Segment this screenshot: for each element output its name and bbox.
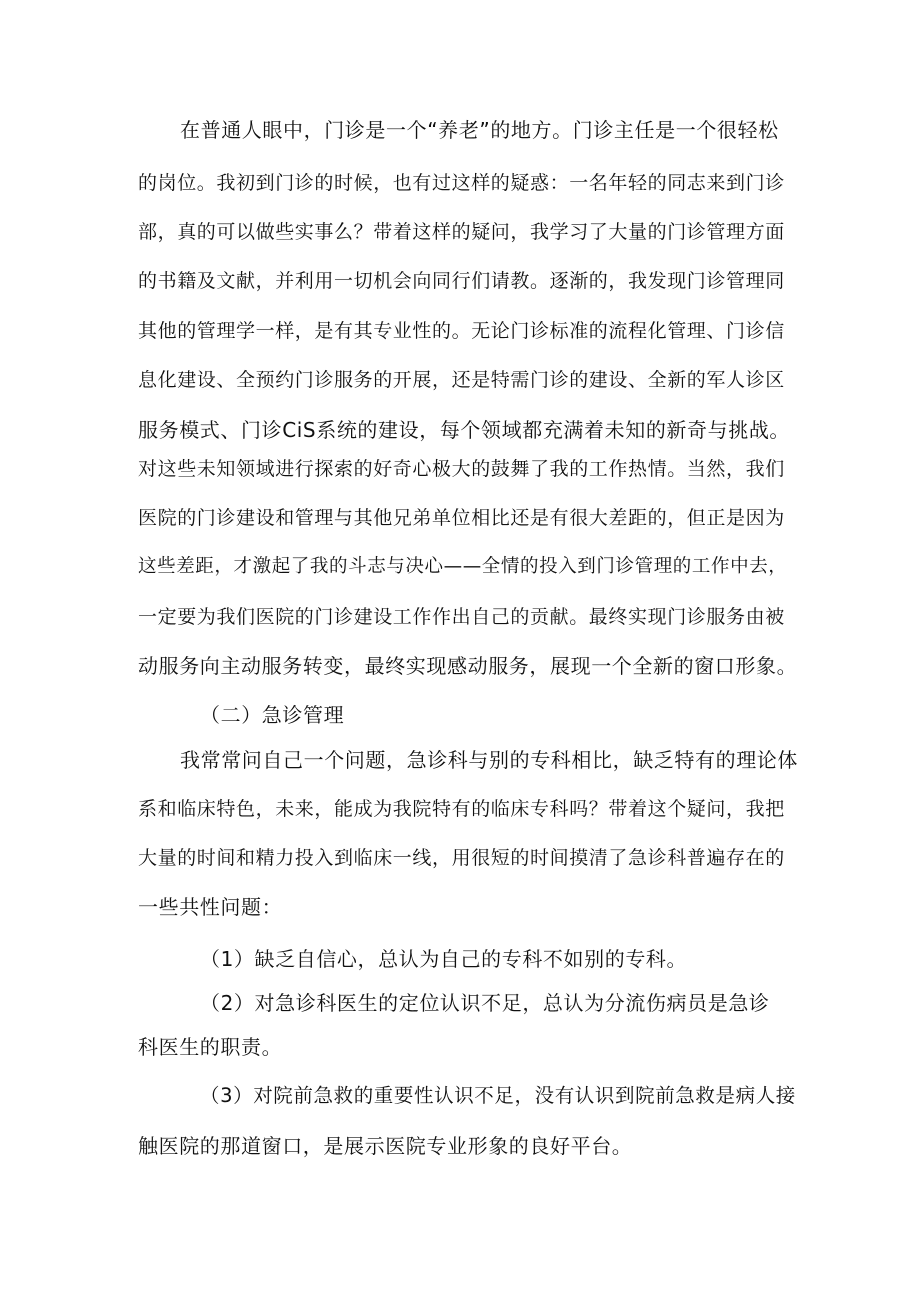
text-line: 这些差距，才激起了我的斗志与决心——全情的投入到门诊管理的工作中去， — [138, 556, 788, 577]
text-line: 一定要为我们医院的门诊建设工作作出自己的贡献。最终实现门诊服务由被 — [138, 606, 785, 628]
text-line: 科医生的职责。 — [138, 1035, 283, 1059]
text-line: （1）缺乏自信心，总认为自己的专科不如别的专科。 — [200, 947, 688, 971]
text-line: 一些共性问题： — [138, 895, 283, 919]
text-line: 动服务向主动服务转变，最终实现感动服务，展现一个全新的窗口形象。 — [138, 654, 798, 678]
text-line: 部，真的可以做些实事么？带着这样的疑问，我学习了大量的门诊管理方面 — [138, 221, 785, 243]
text-line: 大量的时间和精力投入到临床一线，用很短的时间摸清了急诊科普遍存在的 — [138, 847, 785, 869]
text-line: 息化建设、全预约门诊服务的开展，还是特需门诊的建设、全新的军人诊区 — [138, 369, 785, 391]
text-line: （2）对急诊科医生的定位认识不足，总认为分流伤病员是急诊 — [200, 991, 770, 1015]
text-line: 服务模式、门诊CiS系统的建设，每个领域都充满着未知的新奇与挑战。 — [138, 418, 791, 442]
text-line: （3）对院前急救的重要性认识不足，没有认识到院前急救是病人接 — [200, 1084, 796, 1107]
text-line: 其他的管理学一样，是有其专业性的。无论门诊标准的流程化管理、门诊信 — [138, 320, 785, 342]
text-line: 系和临床特色，未来，能成为我院特有的临床专科吗？带着这个疑问，我把 — [138, 798, 785, 820]
text-line: 医院的门诊建设和管理与其他兄弟单位相比还是有很大差距的，但正是因为 — [138, 507, 785, 529]
text-line: 的岗位。我初到门诊的时候，也有过这样的疑惑：一名年轻的同志来到门诊 — [138, 172, 785, 194]
text-line: 我常常问自己一个问题，急诊科与别的专科相比，缺乏特有的理论体 — [180, 748, 798, 772]
text-line: 的书籍及文献，并利用一切机会向同行们请教。逐渐的，我发现门诊管理同 — [138, 270, 785, 292]
text-line: 在普通人眼中，门诊是一个“养老”的地方。门诊主任是一个很轻松 — [180, 118, 779, 142]
text-line: 对这些未知领域进行探索的好奇心极大的鼓舞了我的工作热情。当然，我们 — [138, 458, 785, 480]
text-line: 触医院的那道窗口，是展示医院专业形象的良好平台。 — [138, 1134, 633, 1158]
section-heading: （二）急诊管理 — [200, 703, 345, 727]
